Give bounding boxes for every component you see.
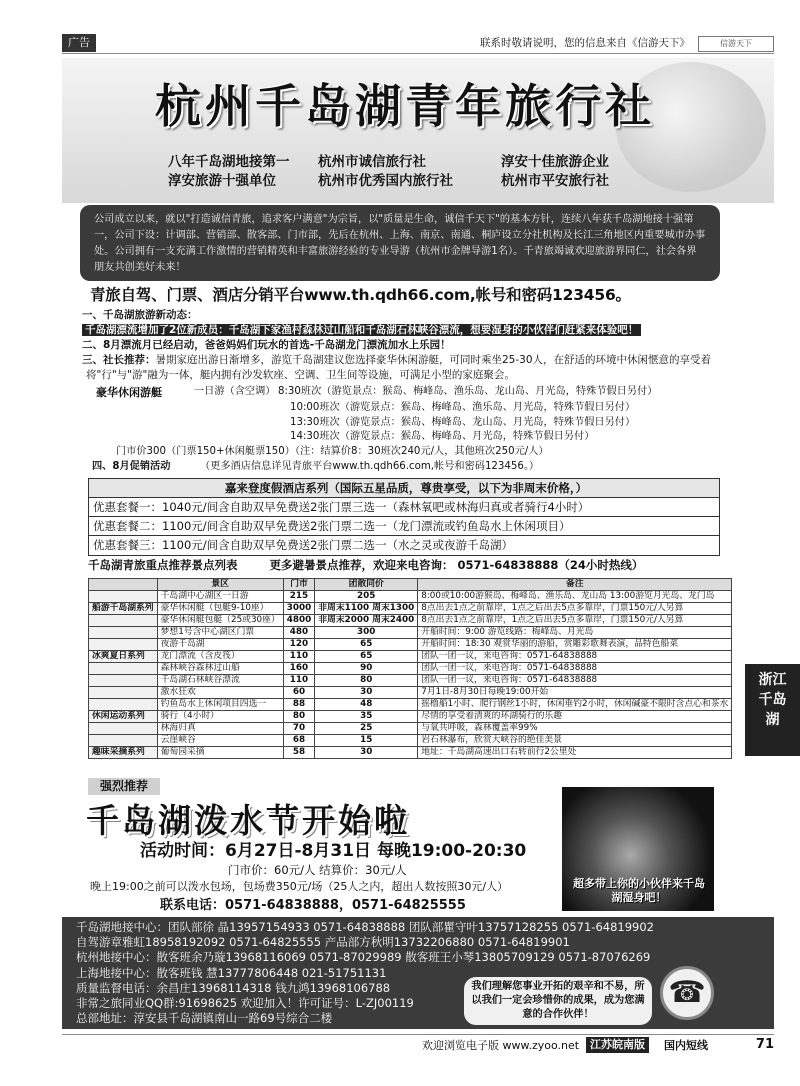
contact-row: 杭州地接中心：散客班余乃璇13968116069 0571-87029989 散客班王小琴13805709129 0571-87076269 <box>76 950 651 965</box>
price-cell: 300 <box>315 627 418 639</box>
ad-tag: 广告 <box>62 34 96 52</box>
page-footer <box>62 1034 774 1054</box>
attraction-cell: 激水狂欢 <box>157 687 283 699</box>
festival-phone: 联系电话：0571-64838888，0571-64825555 <box>160 898 466 913</box>
honors-list <box>168 153 708 191</box>
category-cell: 冰爽夏日系列 <box>89 651 158 663</box>
deal-item: 优惠套餐二：1100元/间含自助双早免费送2张门票二选一（龙门漂流或钓鱼岛水上休闲项目） <box>89 517 719 536</box>
price-cell: 205 <box>315 591 418 603</box>
deal-item: 优惠套餐一：1040元/间含自助双早免费送2张门票三选一（森林氧吧或林海归真或者骑行4小时） <box>89 498 719 517</box>
price-cell: 65 <box>315 651 418 663</box>
price-cell: 25 <box>315 723 418 735</box>
price-cell: 30 <box>315 747 418 759</box>
column-header <box>89 579 158 591</box>
slogan-box: 我们理解您事业开拓的艰辛和不易，所以我们一定会珍惜你的成果，成为您满意的合作伙伴！ <box>464 977 652 1025</box>
photo-caption: 超多带上你的小伙伴来千岛湖湿身吧！ <box>573 877 705 904</box>
price-cell: 58 <box>283 747 314 759</box>
note-cell: 团队一团一议，来电咨询：0571-64838888 <box>418 675 732 687</box>
attraction-cell: 豪华休闲艇包艇（25或30座） <box>157 615 283 627</box>
publisher-logo: 信游天下 <box>698 36 774 52</box>
hotline-label: 更多避暑景点推荐，欢迎来电咨询： <box>269 558 454 572</box>
phone-icon: ☎ <box>660 966 714 1020</box>
website-link[interactable]: 欢迎浏览电子版 www.zyoo.net <box>422 1039 580 1052</box>
category-cell <box>89 591 158 603</box>
note-cell: 团队一团一议，来电咨询：0571-64838888 <box>418 663 732 675</box>
table-row <box>89 639 732 651</box>
section-name: 国内短线 <box>664 1039 708 1052</box>
schedule-item: 8:30班次（游览景点：猴岛、梅峰岛、渔乐岛、龙山岛、月光岛，特殊节假日另付） <box>278 386 658 397</box>
category-cell <box>89 675 158 687</box>
attraction-cell: 森林峡谷森林过山船 <box>157 663 283 675</box>
table-row <box>89 627 732 639</box>
day-tour-label: 一日游（含空调） <box>194 386 276 397</box>
price-cell: 120 <box>283 639 314 651</box>
platform-headline: 青旅自驾、门票、酒店分销平台www.th.qdh66.com,帐号和密码123456。 <box>90 286 631 304</box>
contact-row: 总部地址：淳安县千岛湖镇南山一路69号综合二楼 <box>76 1011 333 1026</box>
promo-note: （更多酒店信息详见青旅平台www.th.qdh66.com,帐号和密码123456。） <box>200 461 540 472</box>
category-cell: 船游千岛湖系列 <box>89 603 158 615</box>
news-1-body: 千岛湖漂流增加了2位新成员：千岛湖下家渔村森林过山船和千岛湖石林峡谷漂流，想要湿身的小伙伴们赶紧来体验吧！ <box>82 323 722 338</box>
honor-item: 杭州市优秀国内旅行社 <box>318 173 453 189</box>
table-title: 千岛湖青旅重点推荐景点列表 <box>88 558 238 572</box>
price-cell: 4800 <box>283 615 314 627</box>
table-row <box>89 591 732 603</box>
attraction-cell: 梦想1号含中心湖区门票 <box>157 627 283 639</box>
recommend-badge: 强烈推荐 <box>88 778 160 795</box>
price-cell: 90 <box>315 663 418 675</box>
festival-price: 门市价：60元/人 结算价：30元/人 <box>228 863 407 877</box>
table-row <box>89 615 732 627</box>
price-cell: 35 <box>315 711 418 723</box>
page-number: 71 <box>755 1037 774 1052</box>
note-cell: 开船时间：18:30 观赏华丽的游船，赏雕彩歌舞表演，品特色船菜 <box>418 639 732 651</box>
note-cell: 开船时间：9:00 游览线路：梅峰岛、月光岛 <box>418 627 732 639</box>
deal-header: 嘉来登度假酒店系列（国际五星品质，尊贵享受，以下为非周末价格，） <box>89 479 719 498</box>
note-cell: 8:00或10:00游猴岛、梅峰岛、渔乐岛、龙山岛 13:00游览月光岛、龙门岛 <box>418 591 732 603</box>
table-heading <box>88 558 720 578</box>
category-cell: 趣味采摘系列 <box>89 747 158 759</box>
price-cell: 110 <box>283 675 314 687</box>
column-header: 备注 <box>418 579 732 591</box>
honor-item: 八年千岛湖地接第一 <box>168 154 290 170</box>
edition-badge: 江苏皖南版 <box>586 1037 649 1053</box>
table-row <box>89 663 732 675</box>
company-intro: 公司成立以来，就以"打造诚信青旅，追求客户满意"为宗旨，以"质量是生命，诚信千天下"的基本方针，连续八年获千岛湖地接十强第一，公司下设：计调部、营销部、散客部、门市部，先后在杭州、上海、南京、南通、桐庐设立分社机构及长江三角地区内重要城市办事处。公司拥有一支充满工作激情的营销精英和丰富旅游经验的专业导游（杭州市金牌导游1名）。千青旅竭诚欢迎旅游界同仁，社会各界朋友共创美好未来！ <box>80 205 720 281</box>
yacht-label: 豪华休闲游艇 <box>96 386 162 399</box>
note-cell: 7月1日-8月30日每晚19:00开始 <box>418 687 732 699</box>
attraction-cell: 林海归真 <box>157 723 283 735</box>
attraction-cell: 云崖峡谷 <box>157 735 283 747</box>
price-cell: 68 <box>283 735 314 747</box>
schedule-item: 10:00班次（游览景点：猴岛、梅峰岛、渔乐岛、月光岛，特殊节假日另付） <box>290 402 636 413</box>
price-cell: 30 <box>315 687 418 699</box>
source-note: 联系时敬请说明，您的信息来自《信游天下》 <box>480 37 690 49</box>
price-cell: 15 <box>315 735 418 747</box>
news-3: 三、社长推荐：暑期家庭出游日渐增多，游览千岛湖建议您选择豪华休闲游艇，可同时乘坐25-30人，在舒适的环境中休闲惬意的享受着 <box>82 354 712 366</box>
attraction-cell: 夜游千岛湖 <box>157 639 283 651</box>
table-header-row <box>89 579 732 591</box>
category-cell <box>89 735 158 747</box>
news-3-cont: 将"行"与"游"融为一体，艇内拥有沙发软座、空调、卫生间等设施，可满足小型的家庭聚会。 <box>86 369 515 381</box>
news-1-title: 一、千岛湖旅游新动态： <box>82 309 198 321</box>
note-cell: 团队一团一议，来电咨询：0571-64838888 <box>418 651 732 663</box>
attraction-cell: 千岛湖中心湖区一日游 <box>157 591 283 603</box>
table-row <box>89 723 732 735</box>
attraction-cell: 骑行（4小时） <box>157 711 283 723</box>
contact-row: 千岛湖地接中心：团队部徐 晶13957154933 0571-64838888 团队部瞿守叶13757128255 0571-64819902 <box>76 920 654 934</box>
promo-title: 四、8月促销活动 <box>92 461 171 472</box>
region-tab <box>745 664 800 756</box>
top-bar <box>62 34 774 54</box>
category-cell: 休闲运动系列 <box>89 711 158 723</box>
table-row <box>89 603 732 615</box>
price-cell: 480 <box>283 627 314 639</box>
price-cell: 215 <box>283 591 314 603</box>
note-cell: 尽情的享受着清爽的环湖骑行的乐趣 <box>418 711 732 723</box>
news-2: 二、8月漂流月已经启动，爸爸妈妈们玩水的首选-千岛湖龙门漂流加水上乐园！ <box>82 339 451 351</box>
price-cell: 80 <box>283 711 314 723</box>
table-row <box>89 711 732 723</box>
note-cell: 8点出去1点之前靠岸，1点之后出去5点多靠岸，门票150元/人另算 <box>418 615 732 627</box>
table-row <box>89 687 732 699</box>
honor-item: 杭州市诚信旅行社 <box>318 154 426 170</box>
attraction-cell: 龙门漂流（含皮筏） <box>157 651 283 663</box>
agency-title: 杭州千岛湖青年旅行社 <box>155 79 655 133</box>
price-cell: 48 <box>315 699 418 711</box>
price-cell: 非周末2000 周末2400 <box>315 615 418 627</box>
attraction-cell: 千岛湖石林峡谷漂流 <box>157 675 283 687</box>
note-cell: 岩石林瀑布，欣赏大峡谷的绝佳美景 <box>418 735 732 747</box>
table-row <box>89 735 732 747</box>
category-cell <box>89 687 158 699</box>
category-cell <box>89 639 158 651</box>
price-cell: 88 <box>283 699 314 711</box>
region-tab-label: 浙江 千岛 湖 <box>758 672 787 728</box>
festival-title: 千岛湖泼水节开始啦 <box>86 801 410 840</box>
price-cell: 非周末1100 周末1300 <box>315 603 418 615</box>
column-header: 景区 <box>157 579 283 591</box>
festival-note: 晚上19:00之前可以泼水包场，包场费350元/场（25人之内，超出人数按照30元/人） <box>90 880 509 893</box>
deal-item: 优惠套餐三：1100元/间含自助双早免费送2张门票二选一（水之灵或夜游千岛湖） <box>93 538 513 552</box>
table-row <box>89 651 732 663</box>
hotel-deals <box>88 478 720 556</box>
hero-banner <box>62 58 774 203</box>
price-cell: 160 <box>283 663 314 675</box>
honor-item: 淳安十佳旅游企业 <box>501 154 609 170</box>
honor-item: 淳安旅游十强单位 <box>168 173 276 189</box>
category-cell <box>89 699 158 711</box>
schedule-item: 13:30班次（游览景点：猴岛、梅峰岛、龙山岛、月光岛，特殊节假日另付） <box>290 417 636 428</box>
attraction-cell: 豪华休闲艇（包艇9-10座） <box>157 603 283 615</box>
table-row <box>89 699 732 711</box>
hotline-number: 0571-64838888（24小时热线） <box>457 558 644 572</box>
contact-row: 上海地接中心：散客班钱 慧13777806448 021-51751131 <box>76 965 387 980</box>
contact-row: 质量监督电话：余昌庄13968114318 钱九鸿13968106788 <box>76 980 391 995</box>
price-cell: 80 <box>315 675 418 687</box>
price-cell: 3000 <box>283 603 314 615</box>
table-row <box>89 675 732 687</box>
note-cell: 8点出去1点之前靠岸，1点之后出去5点多靠岸，门票150元/人另算 <box>418 603 732 615</box>
column-header: 门市 <box>283 579 314 591</box>
attraction-cell: 葡萄园采摘 <box>157 747 283 759</box>
note-cell: 摇橹船1小时、爬行钢丝1小时，休闲垂钓2小时，休闲碱豪不限时含点心和茶水 <box>418 699 732 711</box>
news-section <box>82 308 722 383</box>
price-cell: 60 <box>283 687 314 699</box>
contact-row: 自驾游章雅虹18958192092 0571-64825555 产品部方秋明13732206880 0571-64819901 <box>76 935 570 950</box>
festival-time: 活动时间：6月27日-8月31日 每晚19:00-20:30 <box>140 841 527 861</box>
price-line: 门市价300（门票150+休闲艇票150）（注：结算价8：30班次240元/人，其他班次250元/人） <box>116 446 549 457</box>
honor-item: 杭州市平安旅行社 <box>501 173 609 189</box>
column-header: 团散同价 <box>315 579 418 591</box>
category-cell <box>89 663 158 675</box>
category-cell <box>89 627 158 639</box>
price-cell: 110 <box>283 651 314 663</box>
table-row <box>89 747 732 759</box>
category-cell <box>89 615 158 627</box>
contact-row: 非常之旅同业QQ群:91698625 欢迎加入！许可证号：L-ZJ00119 <box>76 996 414 1011</box>
table-body <box>89 591 732 759</box>
note-cell: 与氧共呼吸，森林覆盖率99% <box>418 723 732 735</box>
note-cell: 地址：千岛湖高速出口右转前行2公里处 <box>418 747 732 759</box>
attractions-table <box>88 578 732 759</box>
category-cell <box>89 723 158 735</box>
attraction-cell: 钓鱼岛水上休闲项目四选一 <box>157 699 283 711</box>
festival-photo <box>562 787 714 911</box>
price-cell: 65 <box>315 639 418 651</box>
price-cell: 70 <box>283 723 314 735</box>
schedule-item: 14:30班次（游览景点：猴岛、梅峰岛、月光岛，特殊节假日另付） <box>290 431 595 442</box>
